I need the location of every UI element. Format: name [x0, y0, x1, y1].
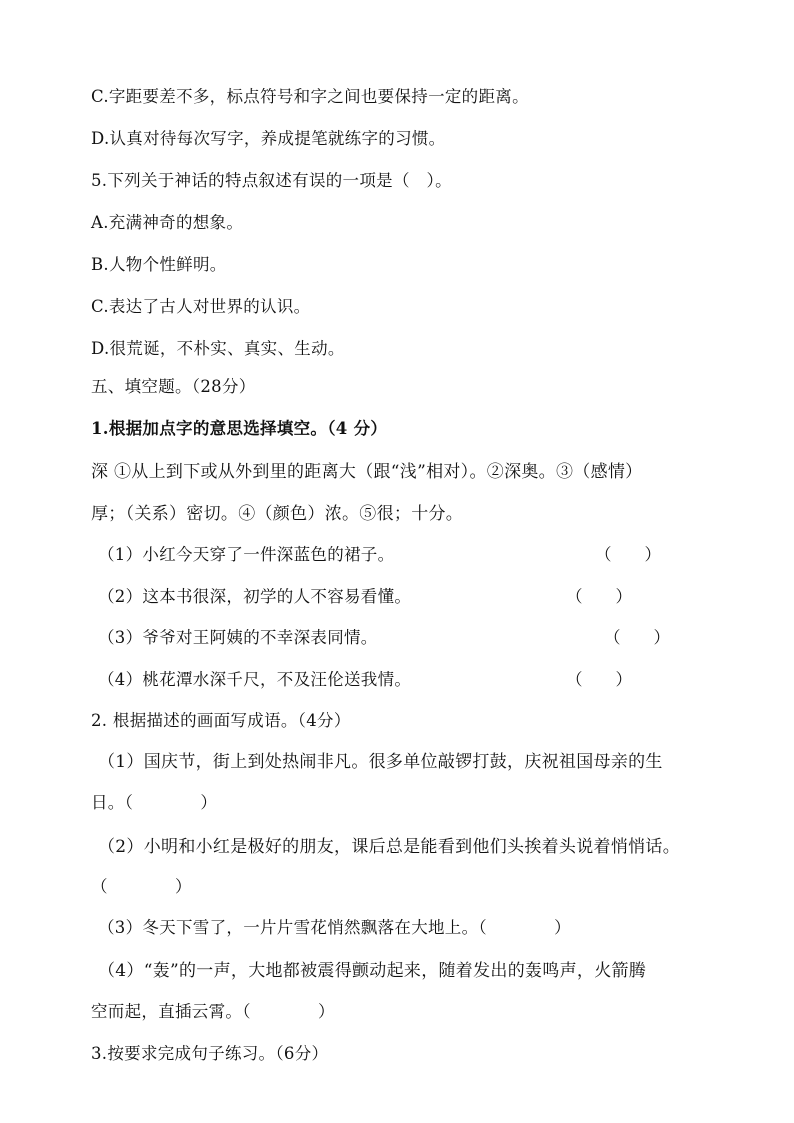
q2-item-1-line2[interactable]: 日。（ ） [91, 793, 218, 812]
q3-stem: 3.按要求完成句子练习。（6分） [91, 1044, 329, 1063]
q1-item-3: （3）爷爷对王阿姨的不幸深表同情。 [98, 628, 378, 647]
q5-option-a: A.充满神奇的想象。 [91, 213, 244, 232]
q2-item-1-line1: （1）国庆节，街上到处热闹非凡。很多单位敲锣打鼓，庆祝祖国母亲的生 [98, 752, 663, 772]
q5-option-d: D.很荒诞，不朴实、真实、生动。 [91, 339, 345, 358]
q1-item-1-blank[interactable]: （ ） [595, 545, 661, 564]
q1-item-4: （4）桃花潭水深千尺，不及汪伦送我情。 [98, 670, 412, 689]
q2-item-2-line2[interactable]: （ ） [91, 877, 192, 896]
q2-item-2-line1: （2）小明和小红是极好的朋友，课后总是能看到他们头挨着头说着悄悄话。 [98, 837, 681, 857]
q1-item-3-blank[interactable]: （ ） [604, 628, 670, 647]
q1-stem: 1.根据加点字的意思选择填空。（4 分） [91, 419, 388, 438]
q5-option-b: B.人物个性鲜明。 [91, 255, 227, 274]
q2-stem: 2. 根据描述的画面写成语。（4分） [91, 711, 351, 730]
q2-item-3[interactable]: （3）冬天下雪了，一片片雪花悄然飘落在大地上。（ ） [98, 918, 571, 937]
q1-definition-line1: 深 ①从上到下或从外到里的距离大（跟“浅”相对）。②深奥。③（感情） [91, 462, 643, 482]
q1-item-4-blank[interactable]: （ ） [566, 670, 632, 689]
q1-item-1: （1）小红今天穿了一件深蓝色的裙子。 [98, 545, 395, 564]
q1-item-2: （2）这本书很深，初学的人不容易看懂。 [98, 587, 412, 606]
q1-definition-line2: 厚；（关系）密切。④（颜色）浓。⑤很；十分。 [91, 504, 464, 524]
q2-item-4-line2[interactable]: 空而起，直插云霄。（ ） [91, 1002, 335, 1021]
q4-option-d: D.认真对待每次写字，养成提笔就练字的习惯。 [91, 129, 446, 148]
section5-heading: 五、填空题。（28分） [91, 377, 256, 396]
q1-item-2-blank[interactable]: （ ） [566, 587, 632, 606]
q5-option-c: C.表达了古人对世界的认识。 [91, 297, 311, 316]
q2-item-4-line1: （4）“轰”的一声，大地都被震得颤动起来，随着发出的轰鸣声，火箭腾 [98, 961, 647, 981]
q5-stem: 5.下列关于神话的特点叙述有误的一项是（ ）。 [91, 171, 452, 190]
q4-option-c: C.字距要差不多，标点符号和字之间也要保持一定的距离。 [91, 87, 529, 106]
